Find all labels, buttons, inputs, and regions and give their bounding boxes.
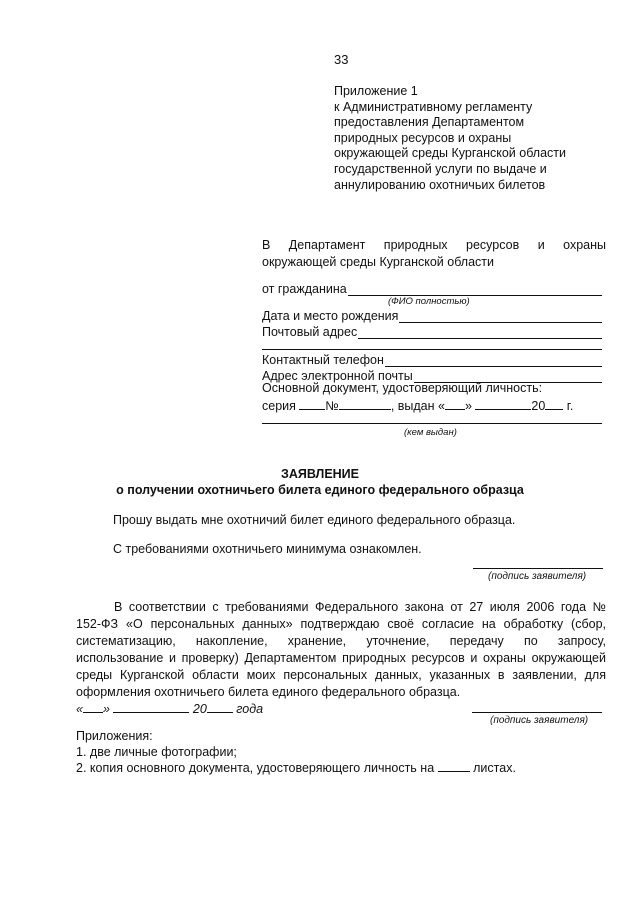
birth-line[interactable] xyxy=(399,310,602,323)
date-year-prefix: 20 xyxy=(192,702,207,716)
consent-line: В соответствии с требованиями Федерального закона от 27 июля 2006 года № xyxy=(114,600,606,614)
date-row xyxy=(76,701,263,716)
from-citizen-label: от гражданина xyxy=(262,282,347,296)
issued-label: , выдан « xyxy=(390,399,445,413)
from-citizen-field[interactable] xyxy=(262,280,602,296)
year-suffix: г. xyxy=(566,399,574,413)
signature-line-1[interactable] xyxy=(473,568,603,569)
issued-year-prefix: 20 xyxy=(531,399,546,413)
issuer-hint: (кем выдан) xyxy=(404,427,457,438)
annex-line: к Административному регламенту xyxy=(334,99,533,114)
postal-extra-line[interactable] xyxy=(262,349,602,350)
number-label: № xyxy=(325,399,339,413)
postal-field[interactable] xyxy=(262,323,602,339)
consent-line: систематизацию, накопление, хранение, уточнение, передачу по запросу, xyxy=(76,634,606,648)
date-day-line[interactable] xyxy=(83,701,103,713)
attachments-block xyxy=(76,728,516,776)
doc-title: ЗАЯВЛЕНИЕ xyxy=(280,467,359,481)
number-line[interactable] xyxy=(339,398,391,410)
annex-line: аннулированию охотничьих билетов xyxy=(334,177,546,192)
addressee-line-2: окружающей среды Курганской области xyxy=(262,255,494,269)
acknowledge-text: С требованиями охотничьего минимума ознакомлен. xyxy=(113,542,422,556)
doc-subtitle: о получении охотничьего билета единого федерального образца xyxy=(116,483,524,497)
date-open-quote: « xyxy=(76,702,83,716)
signature-hint-1: (подпись заявителя) xyxy=(488,571,587,582)
issued-close-quote: » xyxy=(464,399,472,413)
phone-field[interactable] xyxy=(262,351,602,367)
email-label: Адрес электронной почты xyxy=(262,369,413,383)
series-line[interactable] xyxy=(299,398,325,410)
consent-line: среды Курганской области моих персональных данных, указанных в заявлении, для xyxy=(76,668,606,682)
attachment-item-2-suffix: листах. xyxy=(473,761,516,775)
postal-label: Почтовый адрес xyxy=(262,325,358,339)
annex-header xyxy=(334,84,634,193)
signature-hint-2: (подпись заявителя) xyxy=(490,715,589,726)
phone-line[interactable] xyxy=(385,354,602,367)
annex-line: окружающей среды Курганской области xyxy=(334,146,566,161)
attachment-item-1: 1. две личные фотографии; xyxy=(76,745,237,759)
birth-label: Дата и место рождения xyxy=(262,309,399,323)
fio-hint: (ФИО полностью) xyxy=(388,296,470,307)
date-year-word: года xyxy=(236,702,264,716)
date-close-quote: » xyxy=(102,702,110,716)
doc-label: Основной документ, удостоверяющий личность: xyxy=(262,381,543,395)
doc-series-row xyxy=(262,398,606,413)
signature-line-2[interactable] xyxy=(472,712,602,713)
attachment-item-2 xyxy=(76,760,516,776)
issued-day-line[interactable] xyxy=(445,398,465,410)
request-text: Прошу выдать мне охотничий билет единого федерального образца. xyxy=(113,513,516,527)
series-label: серия xyxy=(262,399,296,413)
consent-line: использование и проверку) Департаментом природных ресурсов и охраны окружающей xyxy=(76,651,606,665)
issued-month-line[interactable] xyxy=(475,398,531,410)
consent-line: 152-ФЗ «О персональных данных» подтверждаю своё согласие на обработку (сбор, xyxy=(76,617,606,631)
date-year-line[interactable] xyxy=(207,701,233,713)
sheets-count-line[interactable] xyxy=(438,760,470,772)
date-month-line[interactable] xyxy=(113,701,189,713)
annex-line: предоставления Департаментом xyxy=(334,115,525,130)
consent-paragraph xyxy=(76,599,606,701)
issued-year-line[interactable] xyxy=(545,398,563,410)
addressee-block xyxy=(262,237,606,271)
birth-field[interactable] xyxy=(262,307,602,323)
annex-line: Приложение 1 xyxy=(334,84,418,98)
consent-line: оформления охотничьего билета единого федерального образца. xyxy=(76,685,461,699)
issuer-line[interactable] xyxy=(262,423,602,424)
postal-line[interactable] xyxy=(358,326,602,339)
annex-line: государственной услуги по выдаче и xyxy=(334,161,547,176)
annex-line: природных ресурсов и охраны xyxy=(334,130,512,145)
attachment-item-2-prefix: 2. копия основного документа, удостоверяющего личность на xyxy=(76,761,435,775)
phone-label: Контактный телефон xyxy=(262,353,384,367)
page-number: 33 xyxy=(334,52,349,67)
attachments-heading: Приложения: xyxy=(76,729,153,743)
from-citizen-line[interactable] xyxy=(348,283,602,296)
addressee-line-1: В Департамент природных ресурсов и охраны xyxy=(262,238,606,252)
